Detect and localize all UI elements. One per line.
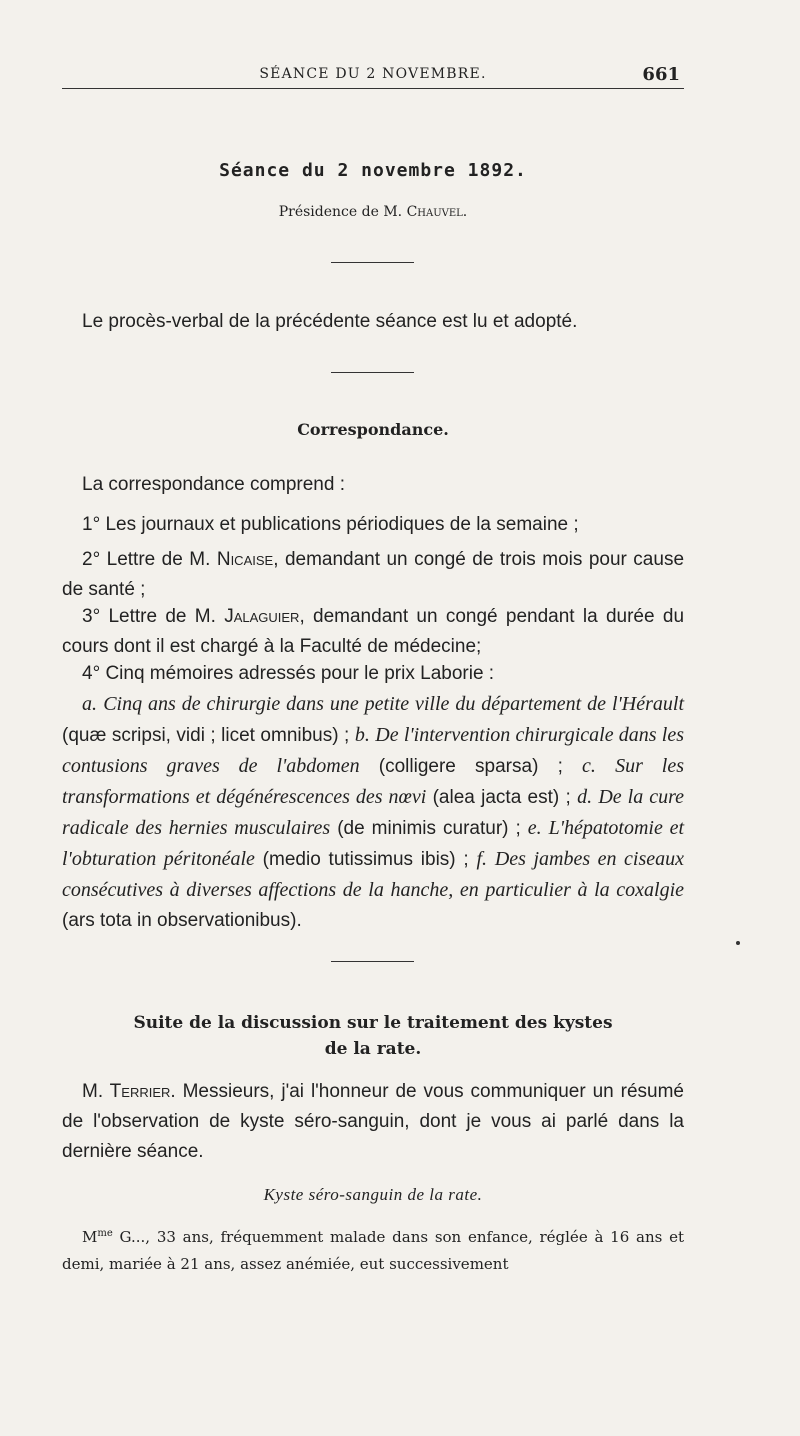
item-3-prefix: 3° Lettre de M. — [82, 606, 216, 627]
case-prefix-sup: me — [97, 1228, 113, 1239]
memoir-title: De la cure radicale des hernies musculaires — [62, 786, 685, 839]
correspondence-item-2 — [62, 545, 684, 605]
correspondence-item-4 — [62, 659, 684, 936]
memoir-letter: f. — [476, 848, 488, 870]
item-2-name: Nicaise — [216, 549, 274, 570]
running-title: SÉANCE DU 2 NOVEMBRE. — [259, 66, 487, 82]
running-head — [62, 64, 684, 89]
memoir-motto: (medio tutissimus ibis) ; — [254, 849, 477, 870]
memoir-title: L'hépatotomie et l'obturation péritonéale — [62, 817, 684, 870]
memoir-letter: c. — [582, 755, 596, 777]
divider-rule — [331, 262, 414, 263]
case-paragraph — [62, 1220, 684, 1278]
item-4-intro: 4° Cinq mémoires adressés pour le prix Laborie : — [82, 663, 495, 684]
memoir-motto: (alea jacta est) ; — [426, 787, 578, 808]
divider-rule — [331, 961, 414, 962]
item-3-text: , demandant un congé pendant la durée du cours dont il est chargé à la Faculté de médecine; — [62, 606, 685, 657]
correspondence-item-3 — [62, 602, 684, 662]
presidency-prefix: Présidence de M. — [278, 204, 403, 220]
correspondence-item-1: 1° Les journaux et publications périodiques de la semaine ; — [82, 514, 579, 535]
terrier-speech — [62, 1077, 684, 1167]
discussion-heading — [62, 1010, 684, 1062]
memoir-motto: (de minimis curatur) ; — [330, 818, 528, 839]
item-2-text: , demandant un congé de trois mois pour cause de santé ; — [62, 549, 685, 600]
memoir-letter: e. — [527, 817, 542, 839]
memoir-motto: (ars tota in observationibus). — [62, 910, 302, 931]
divider-rule — [331, 372, 414, 373]
case-title: Kyste séro-sanguin de la rate. — [263, 1185, 483, 1204]
page-number: 661 — [642, 64, 680, 85]
correspondence-heading: Correspondance. — [297, 420, 449, 439]
minutes-paragraph: Le procès-verbal de la précédente séance est lu et adopté. — [82, 311, 578, 332]
ink-speck — [736, 941, 740, 945]
item-3-name: Jalaguier — [224, 606, 300, 627]
memoir-title: Cinq ans de chirurgie dans une petite ville du département de l'Hérault — [103, 693, 684, 715]
discussion-heading-line-1: Suite de la discussion sur le traitement des kystes — [133, 1013, 613, 1033]
memoir-title: De l'intervention chirurgicale dans les contusions graves de l'abdomen — [62, 724, 685, 777]
session-title: Séance du 2 novembre 1892. — [219, 160, 527, 181]
presidency-line — [62, 204, 684, 220]
memoir-motto: (colligere sparsa) ; — [359, 756, 583, 777]
correspondence-intro: La correspondance comprend : — [82, 474, 345, 495]
memoir-letter: d. — [577, 786, 593, 808]
memoir-title: Sur les transformations et dégénérescences des nœvi — [62, 755, 685, 808]
case-prefix: M — [82, 1228, 98, 1246]
case-text: G..., 33 ans, fréquemment malade dans son enfance, réglée à 16 ans et demi, mariée à 21 ans, assez anémiée, eut successivement — [62, 1228, 684, 1273]
memoir-title: Des jambes en ciseaux consécutives à diverses affections de la hanche, en particulier à la coxalgie — [62, 848, 685, 901]
discussion-heading-line-2: de la rate. — [324, 1039, 422, 1059]
president-name: Chauvel. — [406, 204, 468, 220]
item-2-prefix: 2° Lettre de M. — [82, 549, 211, 570]
speech-text: Messieurs, j'ai l'honneur de vous communiquer un résumé de l'observation de kyste séro-sanguin, dont je vous ai parlé dans la dernière séance. — [62, 1081, 684, 1162]
speaker-name: M. Terrier. — [82, 1081, 176, 1102]
memoir-motto: (quæ scripsi, vidi ; licet omnibus) ; — [62, 725, 355, 746]
memoir-letter: b. — [354, 724, 370, 746]
memoir-letter: a. — [82, 693, 97, 715]
